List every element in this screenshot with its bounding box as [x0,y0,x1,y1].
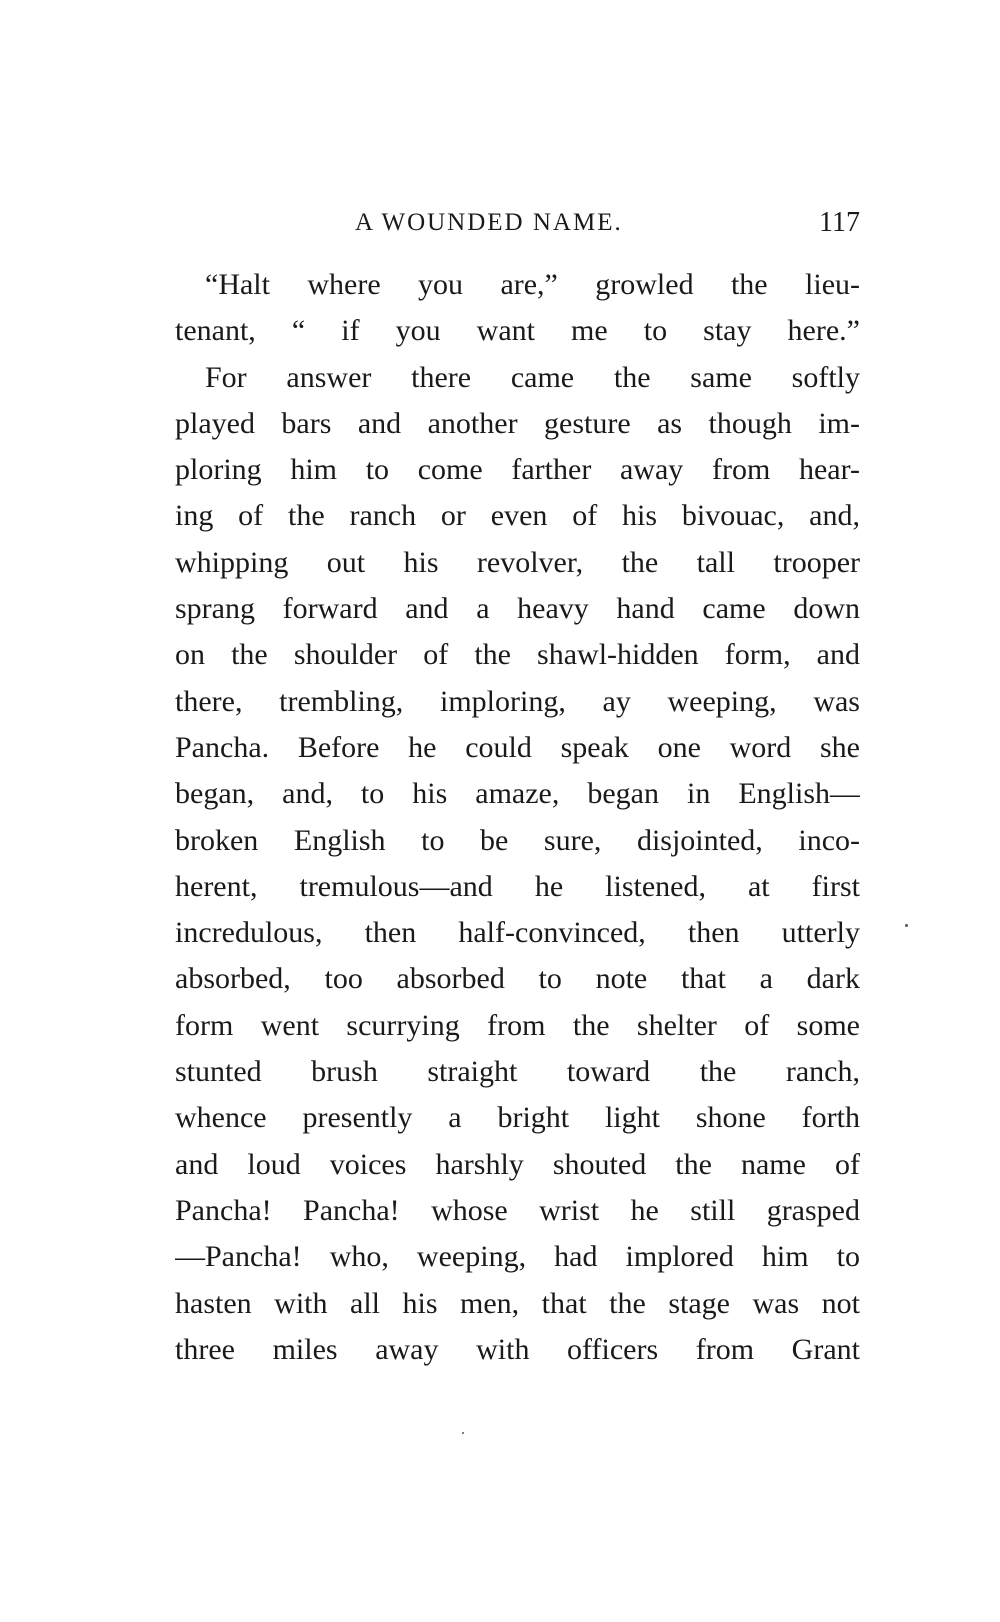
text-line: tenant, “ if you want me to stay here.” [175,314,860,348]
text-line: Pancha! Pancha! whose wrist he still grasped [175,1193,860,1227]
text-line: Pancha. Before he could speak one word she [175,730,860,764]
text-line: ing of the ranch or even of his bivouac, and, [175,499,860,533]
body-text [175,262,860,1373]
text-line: stunted brush straight toward the ranch, [175,1055,860,1089]
text-line: ploring him to come farther away from hear- [175,453,860,487]
page-number: 117 [819,207,860,238]
text-line: whipping out his revolver, the tall trooper [175,545,860,579]
text-line: sprang forward and a heavy hand came down [175,592,860,626]
text-line: on the shoulder of the shawl-hidden form, and [175,638,860,672]
text-line: “Halt where you are,” growled the lieu- [205,268,860,301]
text-line: played bars and another gesture as though im- [175,406,860,440]
text-line: hasten with all his men, that the stage was not [175,1286,860,1320]
text-line: form went scurrying from the shelter of some [175,1008,860,1042]
running-head [175,203,860,243]
text-line: three miles away with officers from Grant [175,1332,860,1366]
text-line: began, and, to his amaze, began in English— [175,777,860,811]
running-title: A WOUNDED NAME. [355,209,623,236]
text-line: absorbed, too absorbed to note that a dark [175,962,860,996]
text-line: —Pancha! who, weeping, had implored him to [175,1240,860,1274]
scan-speck [905,924,908,927]
text-line: whence presently a bright light shone forth [175,1101,860,1135]
text-line: herent, tremulous—and he listened, at first [175,869,860,903]
text-line: and loud voices harshly shouted the name of [175,1147,860,1181]
text-line: broken English to be sure, disjointed, inco- [175,823,860,857]
text-line: incredulous, then half-convinced, then utterly [175,916,860,950]
text-line: For answer there came the same softly [205,360,860,394]
text-line: there, trembling, imploring, ay weeping, was [175,684,860,718]
scan-speck [462,1432,464,1434]
